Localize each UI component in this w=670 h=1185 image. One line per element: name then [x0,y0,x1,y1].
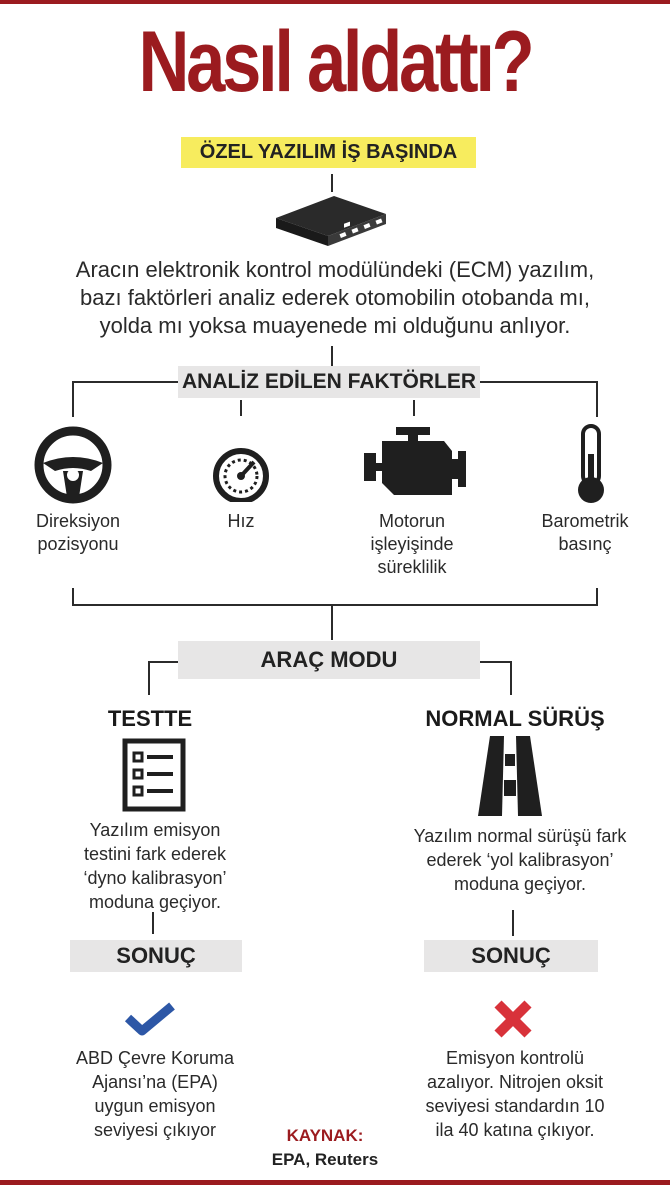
connector-line [240,400,242,416]
connector-line [331,604,333,640]
factor-label-engine: Motorun işleyişinde süreklilik [370,511,454,577]
factors-bracket-right [596,381,598,417]
road-icon [478,736,542,816]
connector-line [152,912,154,934]
mode-label: ARAÇ MODU [260,647,398,672]
factors-label: ANALİZ EDİLEN FAKTÖRLER [182,370,476,393]
engine-icon [360,425,472,507]
page-title: Nasıl aldattı? [138,14,532,110]
ecm-module-icon [272,190,390,248]
intro-line: Aracın elektronik kontrol modülündeki (ECM) yazılım, [75,257,595,282]
factors-lower-line [72,604,598,606]
checklist-icon [122,738,186,812]
thermometer-icon [573,424,609,506]
test-heading: TESTTE [107,706,193,731]
header-label: ÖZEL YAZILIM İŞ BAŞINDA [199,141,458,163]
connector-line [512,910,514,936]
source-label: KAYNAK: [286,1126,364,1145]
mode-line-left [148,661,150,695]
intro-paragraph [10,256,660,340]
connector-line [413,400,415,416]
factors-bracket-left [72,381,74,417]
intro-line: yolda mı yoksa muayenede mi olduğunu anlıyor. [99,313,571,338]
factor-label-steering: Direksiyon pozisyonu [35,511,121,554]
check-icon [124,1002,176,1036]
factor-label-pressure: Barometrik basınç [541,511,629,554]
factor-label-speed: Hız [227,511,255,531]
intro-line: bazı faktörleri analiz ederek otomobilin otobanda mı, [80,285,590,310]
steering-wheel-icon [33,425,113,505]
test-description: Yazılım emisyon testini fark ederek ‘dyno kalibrasyon’ moduna geçiyor. [83,820,227,912]
normal-result-text: Emisyon kontrolü azalıyor. Nitrojen oksit seviyesi standardın 10 ila 40 katına çıkıyor. [425,1048,605,1140]
connector-line [331,346,333,366]
source-text: EPA, Reuters [271,1150,379,1169]
cross-icon [492,998,534,1040]
normal-description: Yazılım normal sürüşü fark ederek ‘yol kalibrasyon’ moduna geçiyor. [413,826,627,894]
test-result-label: SONUÇ [116,943,196,968]
mode-line-right [510,661,512,695]
bottom-border [0,1180,670,1185]
normal-result-label: SONUÇ [471,943,551,968]
test-result-text: ABD Çevre Koruma Ajansı’na (EPA) uygun emisyon seviyesi çıkıyor [75,1048,235,1140]
normal-heading: NORMAL SÜRÜŞ [425,706,605,731]
speedometer-icon [210,446,272,502]
top-border [0,0,670,4]
